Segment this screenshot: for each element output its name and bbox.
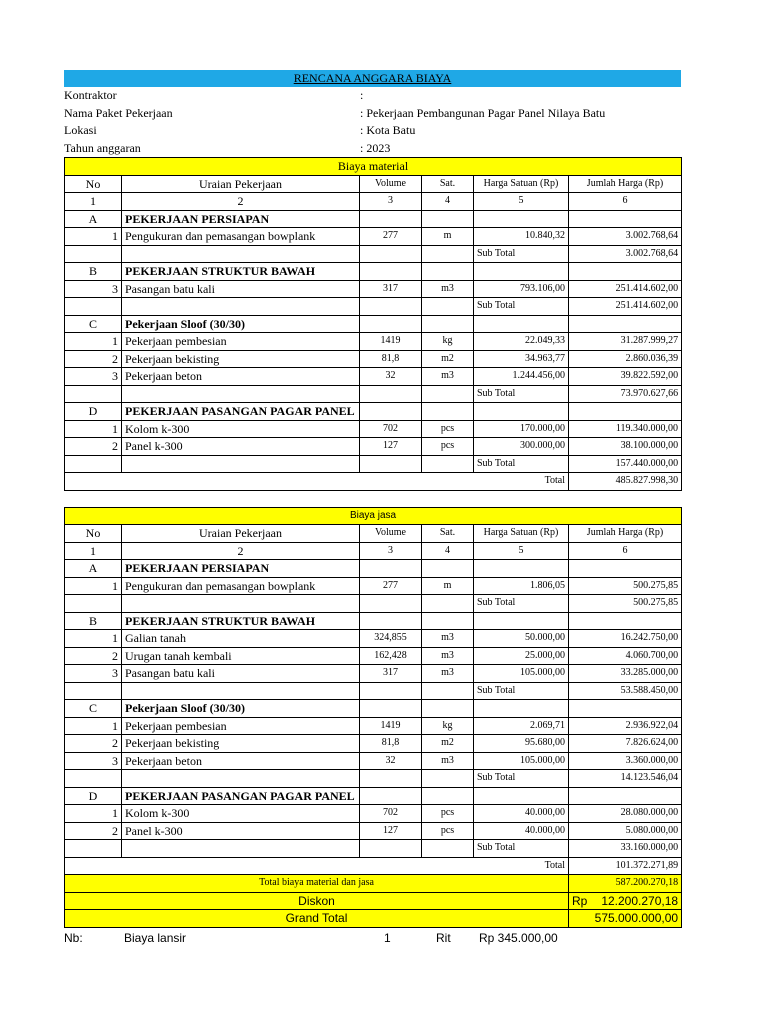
section-code: B: [65, 263, 122, 281]
empty-cell: [422, 595, 474, 613]
section-code: D: [65, 403, 122, 421]
item-volume: 317: [360, 280, 422, 298]
empty-cell: [122, 840, 360, 858]
item-row: [65, 630, 682, 648]
item-unit-price: 40.000,00: [474, 822, 569, 840]
empty-cell: [65, 245, 122, 263]
empty-cell: [569, 263, 682, 281]
section-header-row: [65, 315, 682, 333]
section-code: D: [65, 787, 122, 805]
item-unit-price: 170.000,00: [474, 420, 569, 438]
section-code: A: [65, 560, 122, 578]
header-jumlah-harga: Jumlah Harga (Rp): [569, 175, 682, 193]
empty-cell: [65, 840, 122, 858]
section-header-row: [65, 612, 682, 630]
section-title-row: [65, 158, 682, 176]
subtotal-label: Sub Total: [474, 682, 569, 700]
header-harga-satuan: Harga Satuan (Rp): [474, 175, 569, 193]
subtotal-value: 251.414.602,00: [569, 298, 682, 316]
table-gap: [64, 491, 681, 507]
item-total: 7.826.624,00: [569, 735, 682, 753]
item-unit: m: [422, 577, 474, 595]
grand-total-value: 575.000.000,00: [569, 910, 682, 928]
item-name: Urugan tanah kembali: [122, 647, 360, 665]
total-value: 101.372.271,89: [569, 857, 682, 875]
section-name: PEKERJAAN PERSIAPAN: [122, 560, 360, 578]
item-row: [65, 368, 682, 386]
item-unit-price: 25.000,00: [474, 647, 569, 665]
subtotal-label: Sub Total: [474, 595, 569, 613]
item-total: 2.860.036,39: [569, 350, 682, 368]
item-volume: 702: [360, 420, 422, 438]
item-volume: 324,855: [360, 630, 422, 648]
item-row: [65, 717, 682, 735]
item-volume: 127: [360, 822, 422, 840]
empty-cell: [65, 455, 122, 473]
header-index: 1: [65, 193, 122, 211]
combined-total-label: Total biaya material dan jasa: [65, 875, 569, 893]
item-unit: m3: [422, 630, 474, 648]
item-no: 3: [65, 368, 122, 386]
empty-cell: [422, 210, 474, 228]
rab-sheet: [64, 70, 681, 928]
item-row: [65, 752, 682, 770]
item-total: 3.360.000,00: [569, 752, 682, 770]
item-unit-price: 1.244.456,00: [474, 368, 569, 386]
empty-cell: [422, 612, 474, 630]
header-index: 6: [569, 193, 682, 211]
combined-total-row: [65, 875, 682, 893]
header-jumlah-harga: Jumlah Harga (Rp): [569, 525, 682, 543]
section-header-row: [65, 403, 682, 421]
item-row: [65, 665, 682, 683]
info-value: : 2023: [360, 140, 391, 155]
grand-total-row: [65, 910, 682, 928]
empty-cell: [360, 263, 422, 281]
item-no: 1: [65, 630, 122, 648]
empty-cell: [474, 560, 569, 578]
empty-cell: [65, 682, 122, 700]
item-no: 2: [65, 350, 122, 368]
section-name: PEKERJAAN PASANGAN PAGAR PANEL: [122, 787, 360, 805]
item-total: 500.275,85: [569, 577, 682, 595]
note-item: Biaya lansir: [124, 931, 187, 945]
header-index-row: [65, 542, 682, 560]
info-value: : Kota Batu: [360, 123, 416, 137]
empty-cell: [65, 298, 122, 316]
diskon-cell: [569, 892, 682, 910]
header-sat: Sat.: [422, 175, 474, 193]
subtotal-row: [65, 595, 682, 613]
item-unit: kg: [422, 333, 474, 351]
item-name: Panel k-300: [122, 822, 360, 840]
item-unit: m3: [422, 752, 474, 770]
empty-cell: [122, 595, 360, 613]
empty-cell: [474, 263, 569, 281]
header-index: 1: [65, 542, 122, 560]
item-unit: m3: [422, 665, 474, 683]
empty-cell: [569, 787, 682, 805]
empty-cell: [65, 595, 122, 613]
total-label: Total: [65, 857, 569, 875]
item-volume: 127: [360, 438, 422, 456]
subtotal-value: 3.002.768,64: [569, 245, 682, 263]
header-index: 3: [360, 193, 422, 211]
item-volume: 702: [360, 805, 422, 823]
item-no: 1: [65, 805, 122, 823]
empty-cell: [422, 298, 474, 316]
empty-cell: [360, 560, 422, 578]
section-header-row: [65, 210, 682, 228]
item-unit: m: [422, 228, 474, 246]
empty-cell: [422, 787, 474, 805]
note-line: [64, 931, 681, 947]
item-no: 1: [65, 717, 122, 735]
item-unit-price: 300.000,00: [474, 438, 569, 456]
section-title-row: [65, 507, 682, 525]
section-header-row: [65, 263, 682, 281]
empty-cell: [360, 385, 422, 403]
subtotal-label: Sub Total: [474, 245, 569, 263]
item-no: 2: [65, 438, 122, 456]
subtotal-label: Sub Total: [474, 840, 569, 858]
item-name: Pekerjaan beton: [122, 752, 360, 770]
item-unit: m2: [422, 735, 474, 753]
empty-cell: [474, 315, 569, 333]
section-header-row: [65, 700, 682, 718]
item-name: Pekerjaan pembesian: [122, 717, 360, 735]
header-index: 5: [474, 193, 569, 211]
header-index: 2: [122, 542, 360, 560]
header-uraian: Uraian Pekerjaan: [122, 175, 360, 193]
total-value: 485.827.998,30: [569, 473, 682, 491]
item-unit: kg: [422, 717, 474, 735]
item-row: [65, 350, 682, 368]
empty-cell: [360, 700, 422, 718]
item-name: Pengukuran dan pemasangan bowplank: [122, 577, 360, 595]
subtotal-value: 73.970.627,66: [569, 385, 682, 403]
item-total: 4.060.700,00: [569, 647, 682, 665]
section-header-row: [65, 560, 682, 578]
subtotal-label: Sub Total: [474, 455, 569, 473]
empty-cell: [422, 770, 474, 788]
header-volume: Volume: [360, 175, 422, 193]
item-volume: 162,428: [360, 647, 422, 665]
empty-cell: [122, 385, 360, 403]
item-unit-price: 22.049,33: [474, 333, 569, 351]
item-unit: m3: [422, 647, 474, 665]
item-unit-price: 105.000,00: [474, 665, 569, 683]
header-index: 3: [360, 542, 422, 560]
item-total: 2.936.922,04: [569, 717, 682, 735]
item-name: Pekerjaan bekisting: [122, 350, 360, 368]
item-total: 31.287.999,27: [569, 333, 682, 351]
item-name: Panel k-300: [122, 438, 360, 456]
empty-cell: [360, 315, 422, 333]
empty-cell: [474, 612, 569, 630]
item-no: 1: [65, 577, 122, 595]
item-total: 119.340.000,00: [569, 420, 682, 438]
item-name: Kolom k-300: [122, 420, 360, 438]
item-name: Pekerjaan pembesian: [122, 333, 360, 351]
item-unit-price: 2.069,71: [474, 717, 569, 735]
empty-cell: [422, 315, 474, 333]
note-price: Rp 345.000,00: [479, 931, 558, 945]
item-unit-price: 1.806,05: [474, 577, 569, 595]
item-row: [65, 420, 682, 438]
empty-cell: [422, 245, 474, 263]
info-label: Nama Paket Pekerjaan: [64, 105, 173, 120]
item-name: Pekerjaan beton: [122, 368, 360, 386]
section-title: Biaya jasa: [65, 507, 682, 525]
item-total: 3.002.768,64: [569, 228, 682, 246]
empty-cell: [360, 787, 422, 805]
diskon-row: [65, 892, 682, 910]
item-volume: 1419: [360, 717, 422, 735]
empty-cell: [360, 245, 422, 263]
subtotal-value: 14.123.546,04: [569, 770, 682, 788]
empty-cell: [422, 385, 474, 403]
empty-cell: [569, 700, 682, 718]
item-unit-price: 50.000,00: [474, 630, 569, 648]
item-unit: pcs: [422, 438, 474, 456]
item-no: 1: [65, 228, 122, 246]
item-no: 3: [65, 280, 122, 298]
section-code: A: [65, 210, 122, 228]
empty-cell: [360, 403, 422, 421]
section-name: PEKERJAAN PASANGAN PAGAR PANEL: [122, 403, 360, 421]
note-label: Nb:: [64, 931, 83, 945]
header-no: No: [65, 525, 122, 543]
empty-cell: [360, 770, 422, 788]
header-volume: Volume: [360, 525, 422, 543]
header-no: No: [65, 175, 122, 193]
subtotal-row: [65, 770, 682, 788]
header-index: 4: [422, 542, 474, 560]
item-unit: pcs: [422, 420, 474, 438]
empty-cell: [422, 403, 474, 421]
item-no: 3: [65, 665, 122, 683]
item-no: 1: [65, 333, 122, 351]
item-row: [65, 280, 682, 298]
item-no: 1: [65, 420, 122, 438]
item-no: 2: [65, 647, 122, 665]
subtotal-row: [65, 455, 682, 473]
info-row: [64, 140, 681, 158]
summary-block: [65, 875, 682, 928]
item-unit-price: 105.000,00: [474, 752, 569, 770]
section-header-row: [65, 787, 682, 805]
item-row: [65, 822, 682, 840]
empty-cell: [360, 595, 422, 613]
diskon-label: Diskon: [65, 892, 569, 910]
info-row: [64, 87, 681, 105]
item-row: [65, 333, 682, 351]
diskon-currency: Rp: [572, 893, 588, 908]
empty-cell: [422, 682, 474, 700]
item-volume: 32: [360, 368, 422, 386]
total-label: Total: [65, 473, 569, 491]
empty-cell: [360, 840, 422, 858]
info-row: [64, 105, 681, 123]
item-row: [65, 577, 682, 595]
subtotal-row: [65, 298, 682, 316]
item-row: [65, 438, 682, 456]
info-label: Lokasi: [64, 123, 97, 137]
subtotal-label: Sub Total: [474, 385, 569, 403]
subtotal-value: 157.440.000,00: [569, 455, 682, 473]
item-total: 28.080.000,00: [569, 805, 682, 823]
item-unit: m3: [422, 368, 474, 386]
item-total: 39.822.592,00: [569, 368, 682, 386]
empty-cell: [122, 298, 360, 316]
section-name: Pekerjaan Sloof (30/30): [122, 700, 360, 718]
item-row: [65, 735, 682, 753]
item-total: 33.285.000,00: [569, 665, 682, 683]
section-title: Biaya material: [65, 158, 682, 176]
empty-cell: [474, 403, 569, 421]
empty-cell: [569, 612, 682, 630]
header-index-row: [65, 193, 682, 211]
header-row: [65, 525, 682, 543]
empty-cell: [122, 682, 360, 700]
item-unit-price: 95.680,00: [474, 735, 569, 753]
header-harga-satuan: Harga Satuan (Rp): [474, 525, 569, 543]
item-volume: 1419: [360, 333, 422, 351]
item-volume: 317: [360, 665, 422, 683]
empty-cell: [360, 612, 422, 630]
section-code: B: [65, 612, 122, 630]
empty-cell: [360, 210, 422, 228]
empty-cell: [122, 455, 360, 473]
item-unit-price: 34.963,77: [474, 350, 569, 368]
info-row: [64, 122, 681, 140]
section-code: C: [65, 315, 122, 333]
empty-cell: [422, 263, 474, 281]
empty-cell: [474, 210, 569, 228]
item-total: 5.080.000,00: [569, 822, 682, 840]
subtotal-row: [65, 245, 682, 263]
item-unit-price: 10.840,32: [474, 228, 569, 246]
empty-cell: [474, 700, 569, 718]
header-index: 5: [474, 542, 569, 560]
empty-cell: [474, 787, 569, 805]
item-unit: m3: [422, 280, 474, 298]
section-name: PEKERJAAN PERSIAPAN: [122, 210, 360, 228]
item-name: Galian tanah: [122, 630, 360, 648]
project-info: [64, 87, 681, 157]
empty-cell: [360, 455, 422, 473]
empty-cell: [65, 385, 122, 403]
item-row: [65, 228, 682, 246]
header-uraian: Uraian Pekerjaan: [122, 525, 360, 543]
material-table: [64, 157, 682, 491]
item-unit: m2: [422, 350, 474, 368]
empty-cell: [422, 455, 474, 473]
section-name: PEKERJAAN STRUKTUR BAWAH: [122, 612, 360, 630]
item-total: 251.414.602,00: [569, 280, 682, 298]
item-unit-price: 40.000,00: [474, 805, 569, 823]
empty-cell: [422, 840, 474, 858]
header-index: 4: [422, 193, 474, 211]
subtotal-row: [65, 385, 682, 403]
empty-cell: [360, 298, 422, 316]
item-volume: 32: [360, 752, 422, 770]
item-no: 2: [65, 735, 122, 753]
item-total: 38.100.000,00: [569, 438, 682, 456]
subtotal-label: Sub Total: [474, 298, 569, 316]
item-volume: 277: [360, 228, 422, 246]
subtotal-value: 33.160.000,00: [569, 840, 682, 858]
info-label: Kontraktor: [64, 88, 117, 102]
item-unit: pcs: [422, 805, 474, 823]
item-name: Pasangan batu kali: [122, 665, 360, 683]
empty-cell: [422, 700, 474, 718]
section-name: PEKERJAAN STRUKTUR BAWAH: [122, 263, 360, 281]
header-index: 6: [569, 542, 682, 560]
item-unit-price: 793.106,00: [474, 280, 569, 298]
info-value: :: [360, 88, 364, 102]
item-volume: 277: [360, 577, 422, 595]
item-volume: 81,8: [360, 350, 422, 368]
subtotal-label: Sub Total: [474, 770, 569, 788]
empty-cell: [122, 770, 360, 788]
total-row: [65, 857, 682, 875]
item-volume: 81,8: [360, 735, 422, 753]
item-row: [65, 647, 682, 665]
item-name: Kolom k-300: [122, 805, 360, 823]
document-title: RENCANA ANGGARA BIAYA: [64, 70, 681, 87]
header-sat: Sat.: [422, 525, 474, 543]
item-no: 3: [65, 752, 122, 770]
subtotal-value: 500.275,85: [569, 595, 682, 613]
empty-cell: [65, 770, 122, 788]
header-index: 2: [122, 193, 360, 211]
item-no: 2: [65, 822, 122, 840]
empty-cell: [569, 403, 682, 421]
note-qty: 1: [384, 931, 391, 945]
combined-total-value: 587.200.270,18: [569, 875, 682, 893]
section-code: C: [65, 700, 122, 718]
empty-cell: [569, 210, 682, 228]
info-value: : Pekerjaan Pembangunan Pagar Panel Nilaya Batu: [360, 105, 606, 120]
item-row: [65, 805, 682, 823]
empty-cell: [122, 245, 360, 263]
grand-total-label: Grand Total: [65, 910, 569, 928]
subtotal-row: [65, 840, 682, 858]
jasa-table: [64, 507, 682, 928]
subtotal-value: 53.588.450,00: [569, 682, 682, 700]
item-total: 16.242.750,00: [569, 630, 682, 648]
section-name: Pekerjaan Sloof (30/30): [122, 315, 360, 333]
item-name: Pengukuran dan pemasangan bowplank: [122, 228, 360, 246]
empty-cell: [422, 560, 474, 578]
subtotal-row: [65, 682, 682, 700]
item-name: Pasangan batu kali: [122, 280, 360, 298]
header-row: [65, 175, 682, 193]
note-unit: Rit: [436, 931, 451, 945]
empty-cell: [569, 560, 682, 578]
item-unit: pcs: [422, 822, 474, 840]
item-name: Pekerjaan bekisting: [122, 735, 360, 753]
empty-cell: [360, 682, 422, 700]
empty-cell: [569, 315, 682, 333]
info-label: Tahun anggaran: [64, 140, 141, 155]
total-row: [65, 473, 682, 491]
diskon-value: 12.200.270,18: [601, 893, 679, 908]
